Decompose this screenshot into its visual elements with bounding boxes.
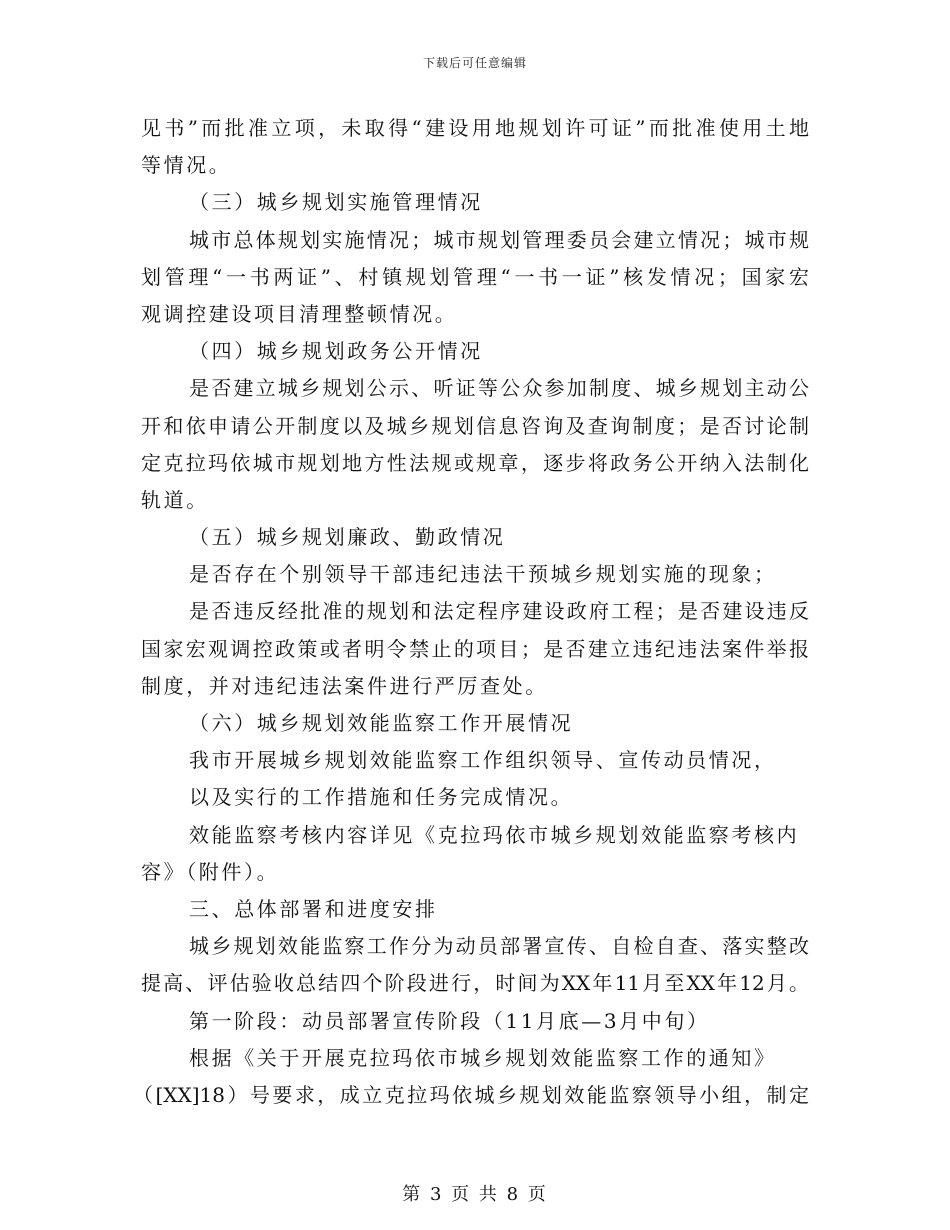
text-line: 城乡规划效能监察工作分为动员部署宣传、自检自查、落实整改	[189, 934, 809, 959]
text-line: 提高、评估验收总结四个阶段进行，时间为XX年11月至XX年12月。	[141, 971, 809, 996]
page-header: 下载后可任意编辑	[422, 56, 527, 70]
text-line: 制度，并对违纪违法案件进行严厉查处。	[141, 673, 548, 698]
text-line: 是否存在个别领导干部违纪违法干预城乡规划实施的现象；	[189, 562, 777, 587]
text-line: 划管理“一书两证”、村镇规划管理“一书一证”核发情况；国家宏	[141, 264, 809, 289]
text-line: 我市开展城乡规划效能监察工作组织领导、宣传动员情况，	[189, 748, 777, 773]
page-label: 第	[402, 1184, 423, 1205]
text-line: 开和依申请公开制度以及城乡规划信息咨询及查询制度；是否讨论制	[141, 413, 809, 438]
text-line: 容》（附件）。	[141, 859, 280, 884]
text-line: 根据《关于开展克拉玛依市城乡规划效能监察工作的通知》	[189, 1045, 777, 1070]
page-unit: 页	[451, 1184, 472, 1205]
text-line: 城市总体规划实施情况；城市规划管理委员会建立情况；城市规	[189, 227, 809, 252]
section-heading: （六）城乡规划效能监察工作开展情况	[189, 711, 574, 735]
section-heading: （五）城乡规划廉政、勤政情况	[189, 525, 506, 550]
total-pages-number: 8	[506, 1184, 521, 1205]
total-unit: 页	[527, 1184, 548, 1205]
text-line: 效能监察考核内容详见《克拉玛依市城乡规划效能监察考核内	[189, 822, 800, 847]
text-line: 第一阶段：动员部署宣传阶段（11月底—3月中旬）	[189, 1008, 710, 1033]
section-heading: （四）城乡规划政务公开情况	[189, 339, 483, 364]
document-body	[133, 110, 809, 1114]
text-line: 是否违反经批准的规划和法定程序建设政府工程；是否建设违反	[189, 599, 809, 624]
section-heading: （三）城乡规划实施管理情况	[189, 190, 483, 215]
text-line: 见书”而批准立项，未取得“建设用地规划许可证”而批准使用土地	[141, 116, 809, 140]
text-line: 国家宏观调控政策或者明令禁止的项目；是否建立违纪违法案件举报	[141, 636, 809, 661]
text-line: 是否建立城乡规划公示、听证等公众参加制度、城乡规划主动公	[189, 376, 809, 401]
text-line: 轨道。	[141, 487, 209, 512]
total-label: 共	[478, 1184, 499, 1205]
text-line: （[XX]18）号要求，成立克拉玛依城乡规划效能监察领导小组，制定	[133, 1082, 809, 1107]
text-line: 以及实行的工作措施和任务完成情况。	[189, 785, 574, 810]
page-footer	[0, 1180, 950, 1206]
current-page-number: 3	[429, 1184, 444, 1205]
text-line: 观调控建设项目清理整顿情况。	[141, 301, 458, 326]
section-heading: 三、总体部署和进度安排	[189, 896, 438, 921]
text-line: 等情况。	[141, 153, 232, 178]
text-line: 定克拉玛依城市规划地方性法规或规章，逐步将政务公开纳入法制化	[141, 450, 809, 475]
